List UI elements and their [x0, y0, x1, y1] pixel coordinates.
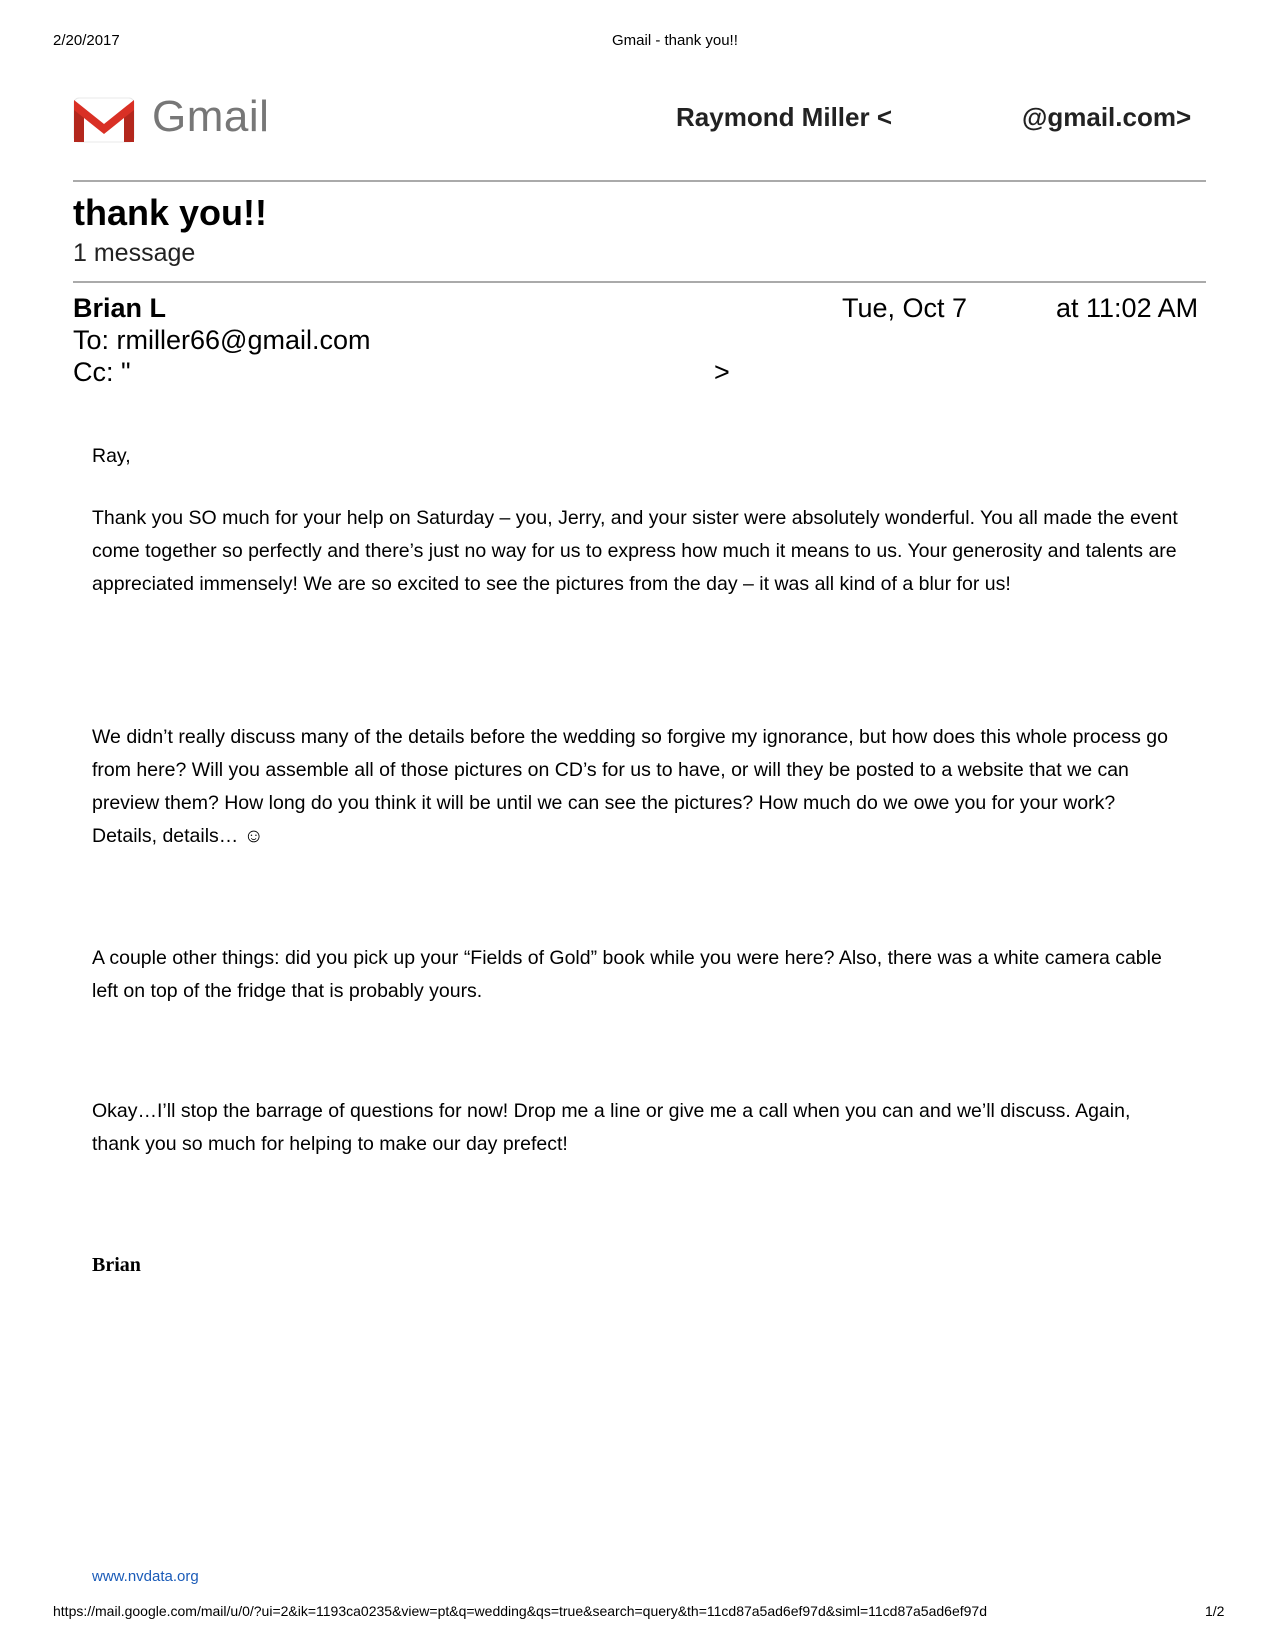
gmail-wordmark: Gmail: [152, 92, 270, 141]
recipient-to: To: rmiller66@gmail.com: [73, 325, 371, 355]
page-number: 1/2: [1205, 1603, 1225, 1619]
greeting: Ray,: [92, 445, 131, 467]
body-paragraph-3: A couple other things: did you pick up your “Fields of Gold” book while you were here? Also, there was a white camera cable left on top of the fridge that is probably yours.: [92, 947, 1162, 1002]
account-domain: @gmail.com>: [1022, 102, 1192, 132]
print-date: 2/20/2017: [53, 32, 120, 49]
message-count: 1 message: [73, 239, 196, 267]
print-url: https://mail.google.com/mail/u/0/?ui=2&ik=1193ca0235&view=pt&q=wedding&qs=true&search=query&th=11cd87a5ad6ef97d&siml=11cd87a5ad6ef97d: [53, 1603, 987, 1619]
body-paragraph-4: Okay…I’ll stop the barrage of questions for now! Drop me a line or give me a call when you can and we’ll discuss. Again, thank you so much for helping to make our day prefect!: [92, 1100, 1131, 1155]
signature: Brian: [92, 1254, 141, 1276]
thread-subject: thank you!!: [73, 192, 267, 233]
gmail-m-icon: [72, 94, 136, 144]
body-paragraph-2: We didn’t really discuss many of the details before the wedding so forgive my ignorance, but how does this whole process go from here? Will you assemble all of those pictures on CD’s for us to have, or will they be posted to a website that we can preview them? How long do you think it will be until we can see the pictures? How much do we owe you for your work? Details, details… ☺: [92, 726, 1168, 847]
signature-link[interactable]: www.nvdata.org: [92, 1568, 199, 1585]
recipient-cc: Cc: ": [73, 357, 131, 387]
message-date: Tue, Oct 7: [842, 293, 968, 323]
sender-name: Brian L: [73, 293, 167, 323]
print-title: Gmail - thank you!!: [612, 32, 738, 49]
recipient-cc-end: >: [714, 357, 730, 387]
header-divider: [73, 180, 1206, 182]
thread-divider: [73, 281, 1206, 283]
account-name: Raymond Miller <: [676, 102, 892, 132]
body-paragraph-1: Thank you SO much for your help on Saturday – you, Jerry, and your sister were absolutely wonderful. You all made the event come together so perfectly and there’s just no way for us to express how much it means to us. Your generosity and talents are appreciated immensely! We are so excited to see the pictures from the day – it was all kind of a blur for us!: [92, 507, 1178, 595]
message-time: at 11:02 AM: [1056, 293, 1199, 323]
